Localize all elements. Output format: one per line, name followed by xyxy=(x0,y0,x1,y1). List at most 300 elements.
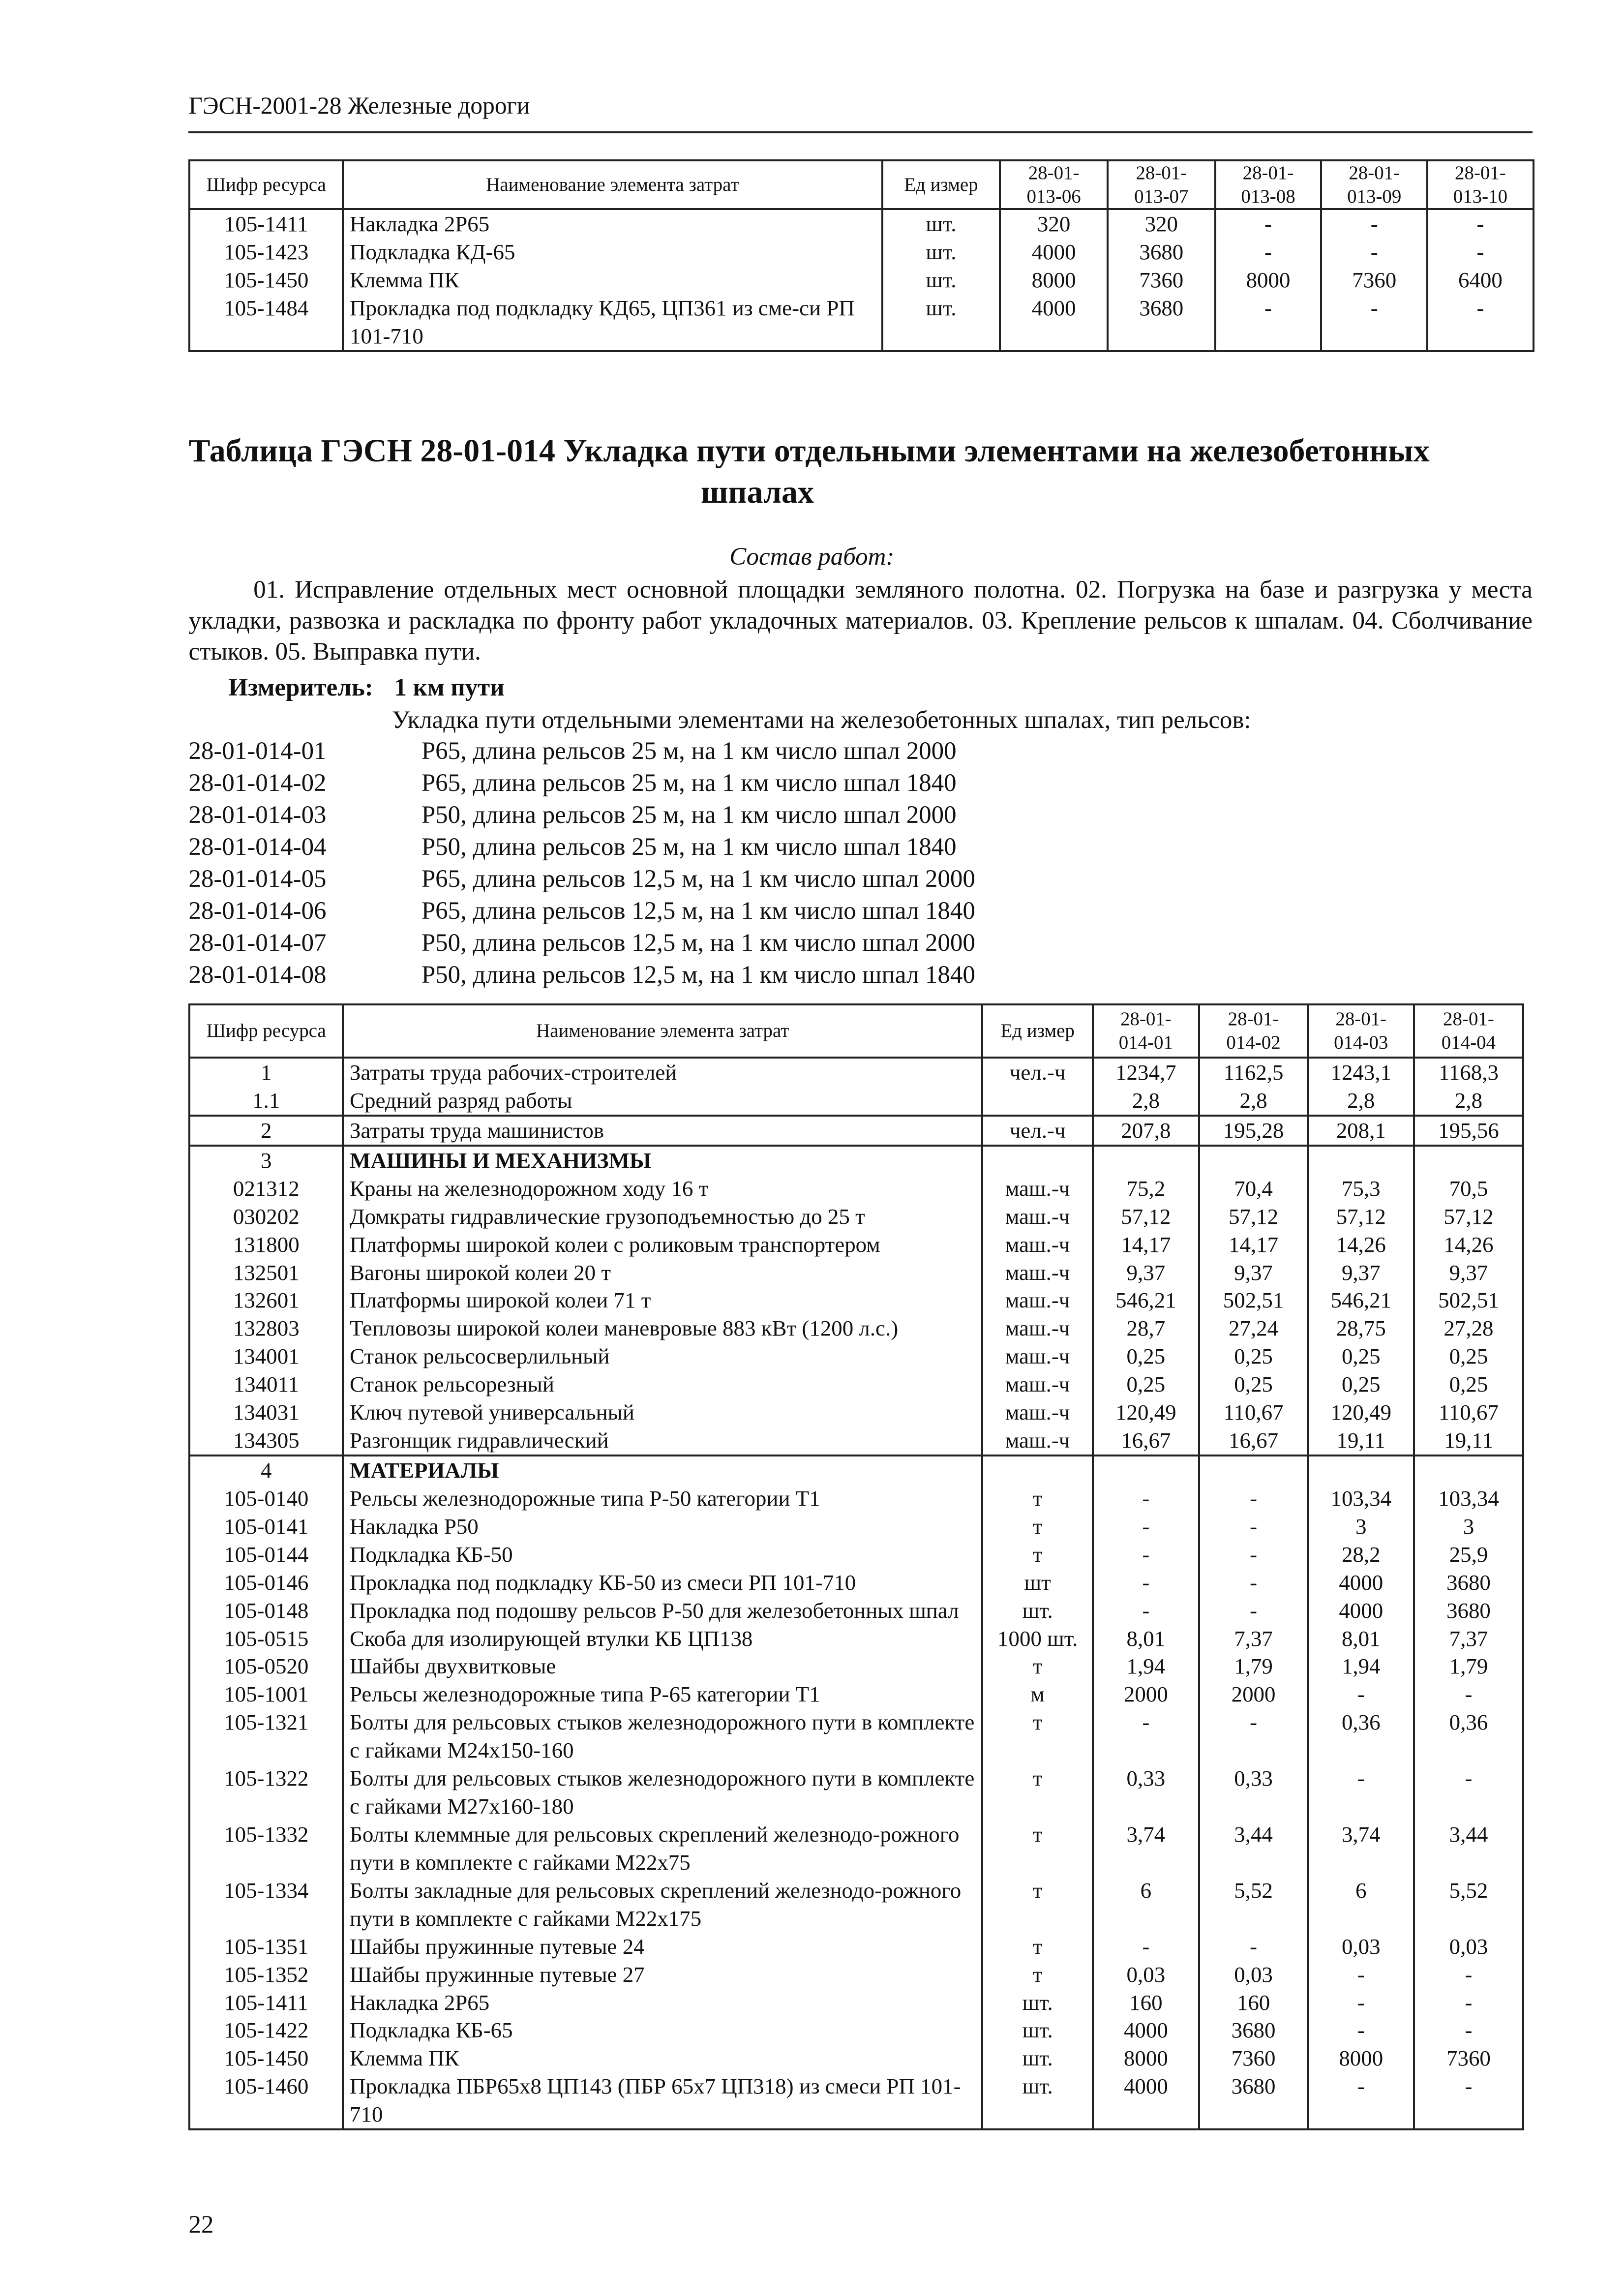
value-cell: 1,94 xyxy=(1308,1652,1414,1680)
column-header-part: 013-08 xyxy=(1241,185,1295,207)
cost-element-cell: Шайбы пружинные путевые 24 xyxy=(343,1933,982,1961)
unit-cell: маш.-ч xyxy=(982,1203,1093,1231)
unit-cell xyxy=(982,1087,1093,1116)
value-cell: 3680 xyxy=(1108,294,1215,351)
value-cell: 320 xyxy=(1000,209,1108,238)
unit-cell: маш.-ч xyxy=(982,1342,1093,1370)
value-cell: 70,5 xyxy=(1414,1175,1523,1203)
cost-element-cell: Болты клеммные для рельсовых скреплений железнодо-рожного пути в комплекте с гайками М22х75 xyxy=(343,1820,982,1877)
value-cell: 57,12 xyxy=(1199,1203,1308,1231)
value-cell: 6 xyxy=(1308,1877,1414,1933)
code-number: 28-01-014-06 xyxy=(188,897,327,925)
column-header xyxy=(1093,1004,1199,1058)
value-cell: 0,03 xyxy=(1414,1933,1523,1961)
value-cell: 3680 xyxy=(1414,1597,1523,1625)
resource-code-cell: 021312 xyxy=(189,1175,343,1203)
work-composition-label: Состав работ: xyxy=(729,543,895,571)
value-cell: 7360 xyxy=(1108,266,1215,294)
code-item xyxy=(188,895,975,927)
column-header: Ед измер xyxy=(982,1004,1093,1058)
unit-cell: м xyxy=(982,1680,1093,1708)
value-cell: - xyxy=(1199,1485,1308,1513)
column-header-part: 28-01- xyxy=(1455,162,1506,183)
value-cell: 208,1 xyxy=(1308,1116,1414,1146)
resource-code-cell: 1 xyxy=(189,1058,343,1087)
cost-element-cell: Подкладка КБ-65 xyxy=(343,2016,982,2044)
resource-code-cell: 132601 xyxy=(189,1286,343,1314)
table-row xyxy=(189,1989,1523,2017)
cost-element-cell: Платформы широкой колеи 71 т xyxy=(343,1286,982,1314)
cost-element-cell: Клемма ПК xyxy=(343,2044,982,2072)
code-item xyxy=(188,767,975,799)
unit-cell: шт. xyxy=(982,2016,1093,2044)
value-cell: - xyxy=(1321,209,1427,238)
resource-code-cell: 105-1450 xyxy=(189,2044,343,2072)
unit-cell: т xyxy=(982,1485,1093,1513)
table-row xyxy=(189,1116,1523,1146)
value-cell: 1168,3 xyxy=(1414,1058,1523,1087)
value-cell: 195,56 xyxy=(1414,1116,1523,1146)
value-cell: - xyxy=(1199,1708,1308,1764)
table-row xyxy=(189,2044,1523,2072)
value-cell xyxy=(1199,1146,1308,1175)
codes-intro: Укладка пути отдельными элементами на железобетонных шпалах, тип рельсов: xyxy=(391,706,1251,734)
value-cell: 8,01 xyxy=(1308,1625,1414,1653)
value-cell xyxy=(1308,1146,1414,1175)
value-cell: 2,8 xyxy=(1308,1087,1414,1116)
value-cell: 0,33 xyxy=(1093,1764,1199,1820)
unit-cell xyxy=(982,1146,1093,1175)
value-cell: - xyxy=(1308,1764,1414,1820)
table-row xyxy=(189,1569,1523,1597)
table-row xyxy=(189,1455,1523,1485)
code-description: Р50, длина рельсов 12,5 м, на 1 км число шпал 2000 xyxy=(421,929,975,957)
table-row xyxy=(189,1625,1523,1653)
unit-cell: шт xyxy=(982,1569,1093,1597)
value-cell: 16,67 xyxy=(1093,1426,1199,1455)
value-cell: - xyxy=(1093,1485,1199,1513)
cost-element-cell: МАТЕРИАЛЫ xyxy=(343,1455,982,1485)
table-title-line2: шпалах xyxy=(700,474,814,510)
value-cell: 160 xyxy=(1199,1989,1308,2017)
value-cell: 1234,7 xyxy=(1093,1058,1199,1087)
table-row xyxy=(189,1175,1523,1203)
code-description: Р50, длина рельсов 12,5 м, на 1 км число шпал 1840 xyxy=(421,961,975,989)
column-header-part: 28-01- xyxy=(1242,162,1294,183)
value-cell: 14,17 xyxy=(1093,1231,1199,1259)
column-header: Наименование элемента затрат xyxy=(343,160,882,210)
resource-code-cell: 105-1450 xyxy=(189,266,343,294)
value-cell: 7,37 xyxy=(1199,1625,1308,1653)
resource-code-cell: 132803 xyxy=(189,1314,343,1342)
resource-code-cell: 1.1 xyxy=(189,1087,343,1116)
resource-code-cell: 105-1332 xyxy=(189,1820,343,1877)
resource-code-cell: 105-0141 xyxy=(189,1513,343,1541)
cost-element-cell: Скоба для изолирующей втулки КБ ЦП138 xyxy=(343,1625,982,1653)
value-cell: 4000 xyxy=(1308,1569,1414,1597)
value-cell: - xyxy=(1199,1569,1308,1597)
value-cell: 19,11 xyxy=(1308,1426,1414,1455)
value-cell: 7360 xyxy=(1414,2044,1523,2072)
unit-cell: шт. xyxy=(882,209,1000,238)
table-row xyxy=(189,1370,1523,1398)
value-cell: 14,17 xyxy=(1199,1231,1308,1259)
value-cell: 103,34 xyxy=(1308,1485,1414,1513)
value-cell: - xyxy=(1093,1933,1199,1961)
column-header-part: 28-01- xyxy=(1228,1008,1279,1030)
value-cell: - xyxy=(1093,1708,1199,1764)
value-cell: 4000 xyxy=(1093,2016,1199,2044)
value-cell: 3680 xyxy=(1199,2016,1308,2044)
value-cell: 120,49 xyxy=(1308,1398,1414,1426)
value-cell: 8,01 xyxy=(1093,1625,1199,1653)
code-item xyxy=(188,799,975,831)
value-cell xyxy=(1199,1455,1308,1485)
resource-code-cell: 105-1460 xyxy=(189,2072,343,2129)
table-row xyxy=(189,1087,1523,1116)
unit-cell: т xyxy=(982,1961,1093,1989)
resource-code-cell: 105-1423 xyxy=(189,238,343,266)
value-cell: - xyxy=(1093,1513,1199,1541)
value-cell: 8000 xyxy=(1215,266,1322,294)
value-cell: - xyxy=(1093,1597,1199,1625)
column-header-part: 013-10 xyxy=(1453,185,1508,207)
unit-cell: маш.-ч xyxy=(982,1314,1093,1342)
table-row xyxy=(189,1231,1523,1259)
value-cell: 28,75 xyxy=(1308,1314,1414,1342)
value-cell: 28,2 xyxy=(1308,1541,1414,1569)
value-cell: 27,28 xyxy=(1414,1314,1523,1342)
value-cell: 103,34 xyxy=(1414,1485,1523,1513)
table-row xyxy=(189,1877,1523,1933)
cost-element-cell: Шайбы двухвитковые xyxy=(343,1652,982,1680)
resource-code-cell: 134001 xyxy=(189,1342,343,1370)
code-number: 28-01-014-04 xyxy=(188,833,327,861)
code-number: 28-01-014-03 xyxy=(188,801,327,829)
resource-code-cell: 105-0515 xyxy=(189,1625,343,1653)
table-row xyxy=(189,1398,1523,1426)
resource-code-cell: 131800 xyxy=(189,1231,343,1259)
resource-code-cell: 105-0148 xyxy=(189,1597,343,1625)
table-row xyxy=(189,1203,1523,1231)
value-cell: 0,36 xyxy=(1414,1708,1523,1764)
value-cell: 7360 xyxy=(1199,2044,1308,2072)
value-cell: 75,2 xyxy=(1093,1175,1199,1203)
value-cell: - xyxy=(1093,1569,1199,1597)
value-cell: 0,25 xyxy=(1199,1342,1308,1370)
value-cell: 3,74 xyxy=(1308,1820,1414,1877)
measure-value: 1 км пути xyxy=(394,674,505,702)
unit-cell: маш.-ч xyxy=(982,1286,1093,1314)
cost-element-cell: Ключ путевой универсальный xyxy=(343,1398,982,1426)
unit-cell: т xyxy=(982,1708,1093,1764)
resource-code-cell: 105-0520 xyxy=(189,1652,343,1680)
value-cell: - xyxy=(1199,1597,1308,1625)
value-cell: 0,25 xyxy=(1093,1342,1199,1370)
resource-code-cell: 134031 xyxy=(189,1398,343,1426)
unit-cell: шт. xyxy=(982,2044,1093,2072)
value-cell: 4000 xyxy=(1000,294,1108,351)
cost-element-cell: Разгонщик гидравлический xyxy=(343,1426,982,1455)
unit-cell: т xyxy=(982,1933,1093,1961)
resource-code-cell: 2 xyxy=(189,1116,343,1146)
resource-code-cell: 105-1422 xyxy=(189,2016,343,2044)
unit-cell: маш.-ч xyxy=(982,1398,1093,1426)
cost-element-cell: МАШИНЫ И МЕХАНИЗМЫ xyxy=(343,1146,982,1175)
table-row xyxy=(189,1426,1523,1455)
unit-cell: чел.-ч xyxy=(982,1116,1093,1146)
code-item xyxy=(188,735,975,767)
code-description: Р65, длина рельсов 12,5 м, на 1 км число шпал 2000 xyxy=(421,865,975,893)
column-header xyxy=(1000,160,1108,210)
code-item xyxy=(188,831,975,863)
unit-cell xyxy=(982,1455,1093,1485)
table-row xyxy=(189,1259,1523,1287)
measure-label: Измеритель: xyxy=(228,674,373,702)
value-cell: - xyxy=(1414,1989,1523,2017)
value-cell: 25,9 xyxy=(1414,1541,1523,1569)
table-row xyxy=(189,1652,1523,1680)
value-cell: - xyxy=(1199,1933,1308,1961)
value-cell: 1162,5 xyxy=(1199,1058,1308,1087)
value-cell: 0,25 xyxy=(1308,1370,1414,1398)
code-number: 28-01-014-07 xyxy=(188,929,327,957)
value-cell: 0,03 xyxy=(1199,1961,1308,1989)
table-row xyxy=(189,1961,1523,1989)
value-cell: - xyxy=(1414,1764,1523,1820)
code-description: Р50, длина рельсов 25 м, на 1 км число шпал 1840 xyxy=(421,833,957,861)
column-header-part: 28-01- xyxy=(1335,1008,1387,1030)
value-cell: 3,74 xyxy=(1093,1820,1199,1877)
unit-cell: чел.-ч xyxy=(982,1058,1093,1087)
unit-cell: маш.-ч xyxy=(982,1231,1093,1259)
resource-code-cell: 105-1334 xyxy=(189,1877,343,1933)
value-cell: 1,94 xyxy=(1093,1652,1199,1680)
resource-code-cell: 105-1352 xyxy=(189,1961,343,1989)
value-cell: - xyxy=(1308,2016,1414,2044)
table-row xyxy=(189,1541,1523,1569)
table-row xyxy=(189,1485,1523,1513)
cost-element-cell: Станок рельсосверлильный xyxy=(343,1342,982,1370)
table-row xyxy=(189,1286,1523,1314)
table-title xyxy=(188,430,1532,513)
unit-cell: шт. xyxy=(982,1989,1093,2017)
unit-cell: маш.-ч xyxy=(982,1426,1093,1455)
value-cell: - xyxy=(1215,238,1322,266)
column-header xyxy=(1427,160,1534,210)
column-header-part: 28-01- xyxy=(1136,162,1187,183)
column-header-part: 013-06 xyxy=(1026,185,1081,207)
cost-element-cell: Вагоны широкой колеи 20 т xyxy=(343,1259,982,1287)
value-cell: 4000 xyxy=(1308,1597,1414,1625)
column-header-part: 28-01- xyxy=(1028,162,1080,183)
value-cell xyxy=(1308,1455,1414,1485)
table-row xyxy=(189,1597,1523,1625)
value-cell: 1243,1 xyxy=(1308,1058,1414,1087)
column-header xyxy=(1199,1004,1308,1058)
cost-element-cell: Затраты труда машинистов xyxy=(343,1116,982,1146)
column-header xyxy=(1414,1004,1523,1058)
cost-element-cell: Домкраты гидравлические грузоподъемностью до 25 т xyxy=(343,1203,982,1231)
resource-code-cell: 105-1411 xyxy=(189,1989,343,2017)
unit-cell: шт. xyxy=(882,238,1000,266)
value-cell: - xyxy=(1427,238,1534,266)
value-cell: 7360 xyxy=(1321,266,1427,294)
cost-element-cell: Накладка 2Р65 xyxy=(343,1989,982,2017)
table-row xyxy=(189,1708,1523,1764)
table-row xyxy=(189,1764,1523,1820)
value-cell: - xyxy=(1321,294,1427,351)
value-cell: 14,26 xyxy=(1308,1231,1414,1259)
value-cell: 0,36 xyxy=(1308,1708,1414,1764)
value-cell: 70,4 xyxy=(1199,1175,1308,1203)
value-cell xyxy=(1093,1455,1199,1485)
value-cell: - xyxy=(1308,2072,1414,2129)
table-row xyxy=(189,1680,1523,1708)
value-cell: 546,21 xyxy=(1093,1286,1199,1314)
cost-element-cell: Прокладка под подкладку КД65, ЦП361 из сме-си РП 101-710 xyxy=(343,294,882,351)
cost-element-cell: Болты для рельсовых стыков железнодорожного пути в комплекте с гайками М24х150-160 xyxy=(343,1708,982,1764)
value-cell: 0,25 xyxy=(1199,1370,1308,1398)
resource-table-013 xyxy=(188,159,1534,352)
value-cell: 2,8 xyxy=(1414,1087,1523,1116)
column-header-part: 28-01- xyxy=(1349,162,1400,183)
value-cell: 8000 xyxy=(1308,2044,1414,2072)
value-cell xyxy=(1414,1455,1523,1485)
column-header xyxy=(1108,160,1215,210)
value-cell: 6 xyxy=(1093,1877,1199,1933)
value-cell: 9,37 xyxy=(1414,1259,1523,1287)
resource-table-014 xyxy=(188,1003,1524,2130)
table-row xyxy=(189,238,1533,266)
code-number: 28-01-014-08 xyxy=(188,961,327,989)
value-cell: 195,28 xyxy=(1199,1116,1308,1146)
table-row xyxy=(189,1342,1523,1370)
value-cell: - xyxy=(1215,209,1322,238)
cost-element-cell: Подкладка КД-65 xyxy=(343,238,882,266)
unit-cell: т xyxy=(982,1652,1093,1680)
value-cell: 14,26 xyxy=(1414,1231,1523,1259)
resource-code-cell: 105-1411 xyxy=(189,209,343,238)
table-row xyxy=(189,1146,1523,1175)
value-cell: 4000 xyxy=(1000,238,1108,266)
code-item xyxy=(188,959,975,991)
page-number: 22 xyxy=(188,2211,214,2239)
table-row xyxy=(189,1314,1523,1342)
cost-element-cell: Шайбы пружинные путевые 27 xyxy=(343,1961,982,1989)
value-cell: 8000 xyxy=(1093,2044,1199,2072)
value-cell: - xyxy=(1414,1961,1523,1989)
unit-cell: шт. xyxy=(982,2072,1093,2129)
code-list xyxy=(188,735,975,991)
resource-code-cell: 105-1001 xyxy=(189,1680,343,1708)
value-cell: 0,03 xyxy=(1093,1961,1199,1989)
resource-code-cell: 134305 xyxy=(189,1426,343,1455)
value-cell: 0,25 xyxy=(1414,1342,1523,1370)
code-description: Р65, длина рельсов 12,5 м, на 1 км число шпал 1840 xyxy=(421,897,975,925)
column-header-part: 014-04 xyxy=(1441,1032,1496,1054)
value-cell: 57,12 xyxy=(1093,1203,1199,1231)
column-header-part: 013-09 xyxy=(1347,185,1402,207)
value-cell: 2,8 xyxy=(1093,1087,1199,1116)
column-header-part: 014-03 xyxy=(1334,1032,1388,1054)
value-cell: - xyxy=(1414,1680,1523,1708)
value-cell: 3,44 xyxy=(1414,1820,1523,1877)
unit-cell: маш.-ч xyxy=(982,1175,1093,1203)
value-cell: 16,67 xyxy=(1199,1426,1308,1455)
resource-code-cell: 030202 xyxy=(189,1203,343,1231)
resource-code-cell: 105-1322 xyxy=(189,1764,343,1820)
value-cell: 546,21 xyxy=(1308,1286,1414,1314)
column-header-part: 28-01- xyxy=(1120,1008,1172,1030)
cost-element-cell: Краны на железнодорожном ходу 16 т xyxy=(343,1175,982,1203)
value-cell: 2000 xyxy=(1093,1680,1199,1708)
table-row xyxy=(189,2016,1523,2044)
value-cell: 3 xyxy=(1308,1513,1414,1541)
value-cell: - xyxy=(1308,1961,1414,1989)
cost-element-cell: Прокладка под подкладку КБ-50 из смеси РП 101-710 xyxy=(343,1569,982,1597)
unit-cell: шт. xyxy=(882,266,1000,294)
column-header: Шифр ресурса xyxy=(189,160,343,210)
code-item xyxy=(188,863,975,895)
value-cell xyxy=(1093,1146,1199,1175)
column-header: Наименование элемента затрат xyxy=(343,1004,982,1058)
value-cell: - xyxy=(1308,1989,1414,2017)
column-header xyxy=(1215,160,1322,210)
value-cell xyxy=(1414,1146,1523,1175)
value-cell: 2,8 xyxy=(1199,1087,1308,1116)
value-cell: - xyxy=(1199,1513,1308,1541)
table-row xyxy=(189,294,1533,351)
value-cell: - xyxy=(1414,2016,1523,2044)
column-header-part: 28-01- xyxy=(1443,1008,1494,1030)
value-cell: - xyxy=(1215,294,1322,351)
code-number: 28-01-014-01 xyxy=(188,737,327,765)
resource-code-cell: 105-0144 xyxy=(189,1541,343,1569)
resource-code-cell: 4 xyxy=(189,1455,343,1485)
value-cell: 502,51 xyxy=(1199,1286,1308,1314)
value-cell: 5,52 xyxy=(1199,1877,1308,1933)
value-cell: 3,44 xyxy=(1199,1820,1308,1877)
value-cell: 1,79 xyxy=(1199,1652,1308,1680)
cost-element-cell: Подкладка КБ-50 xyxy=(343,1541,982,1569)
work-composition-text: 01. Исправление отдельных мест основной площадки земляного полотна. 02. Погрузка на базе и разгрузка у места укладки, развозка и раскладка по фронту работ укладочных материалов. 03. Крепление рельсов к шпалам. 04. Сболчивание стыков. 05. Выправка пути. xyxy=(188,576,1533,666)
resource-code-cell: 105-0146 xyxy=(189,1569,343,1597)
unit-cell: т xyxy=(982,1820,1093,1877)
value-cell: 75,3 xyxy=(1308,1175,1414,1203)
value-cell: 502,51 xyxy=(1414,1286,1523,1314)
value-cell: - xyxy=(1308,1680,1414,1708)
unit-cell: т xyxy=(982,1513,1093,1541)
value-cell: 3680 xyxy=(1199,2072,1308,2129)
value-cell: 3680 xyxy=(1108,238,1215,266)
table-title-line1: Таблица ГЭСН 28-01-014 Укладка пути отдельными элементами на железобетонных xyxy=(188,432,1430,469)
value-cell: - xyxy=(1427,209,1534,238)
unit-cell: шт. xyxy=(982,1597,1093,1625)
value-cell: 9,37 xyxy=(1308,1259,1414,1287)
value-cell: - xyxy=(1321,238,1427,266)
value-cell: 7,37 xyxy=(1414,1625,1523,1653)
value-cell: 0,25 xyxy=(1308,1342,1414,1370)
resource-code-cell: 134011 xyxy=(189,1370,343,1398)
column-header xyxy=(1321,160,1427,210)
table-row xyxy=(189,2072,1523,2129)
code-description: Р50, длина рельсов 25 м, на 1 км число шпал 2000 xyxy=(421,801,957,829)
value-cell: 9,37 xyxy=(1093,1259,1199,1287)
value-cell: 57,12 xyxy=(1308,1203,1414,1231)
column-header: Ед измер xyxy=(882,160,1000,210)
value-cell: 3680 xyxy=(1414,1569,1523,1597)
